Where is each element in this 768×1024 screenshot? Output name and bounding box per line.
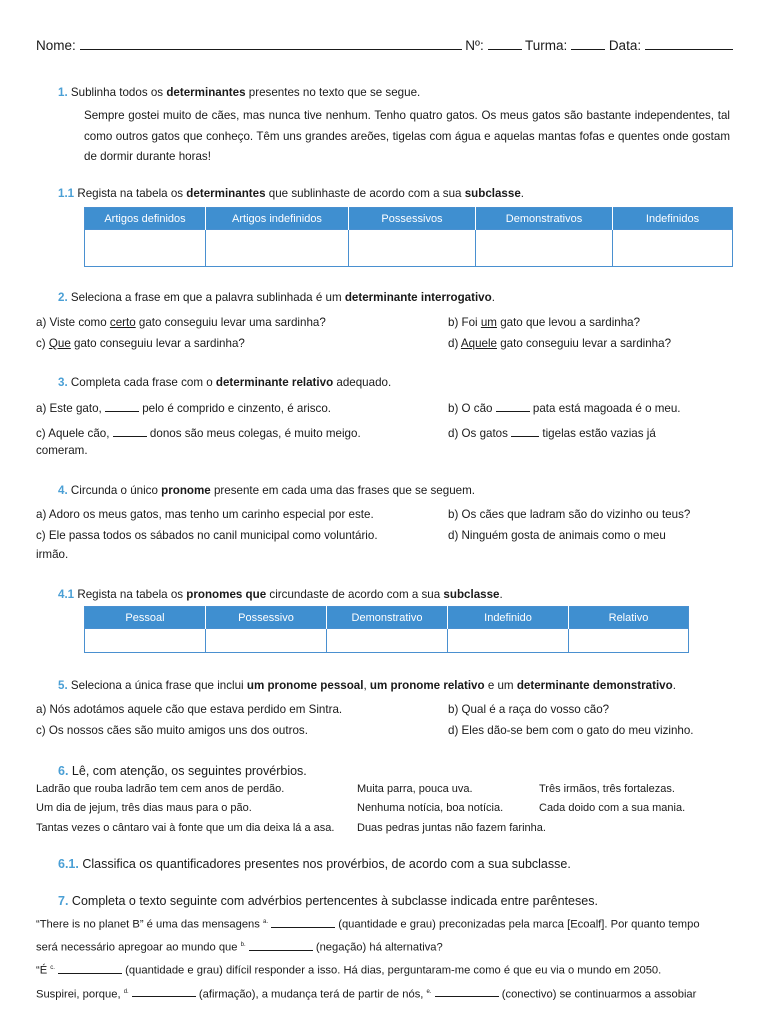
option-5c[interactable]: c) Os nossos cães são muito amigos uns dos outros. <box>36 724 308 737</box>
question-text: Seleciona a única frase que inclui <box>70 679 247 692</box>
proverb: Tantas vezes o cântaro vai à fonte que um dia deixa lá a asa. <box>36 822 335 834</box>
question-2 <box>58 291 495 304</box>
question-1-paragraph: Sempre gostei muito de cães, mas nunca tive nenhum. Tenho quatro gatos. Os meus gatos são bastante independentes, tal como outros gatos que conheço. Têm uns grandes areões, tigelas com água e aquelas mantas fofas e quentes onde gostam de dormir durante horas! <box>84 109 730 163</box>
blank-marker: c. <box>50 965 55 972</box>
table-cell[interactable] <box>448 629 569 653</box>
underlined-word: um <box>480 316 497 329</box>
answer-blank[interactable] <box>496 400 530 412</box>
proverb: Muita parra, pouca uva. <box>357 783 473 795</box>
question-number: 6. <box>58 764 69 778</box>
blank-marker: d. <box>123 988 129 995</box>
table-cell[interactable] <box>206 230 349 267</box>
underlined-word: certo <box>109 316 136 329</box>
option-text: d) <box>448 337 461 350</box>
table-cell[interactable] <box>613 230 733 267</box>
table-cell[interactable] <box>85 629 206 653</box>
option-3c <box>36 425 361 440</box>
question-6 <box>58 764 307 778</box>
question-text: presentes no texto que se segue. <box>245 86 421 99</box>
table-cell[interactable] <box>569 629 689 653</box>
question-number: 5. <box>58 679 68 692</box>
option-2c[interactable] <box>36 337 245 350</box>
text-line <box>36 935 730 958</box>
numero-field[interactable] <box>488 38 522 50</box>
question-text: Circunda o único <box>70 484 162 497</box>
question-keyword: pronome <box>161 484 211 497</box>
text-line <box>36 958 730 981</box>
option-text: a) Este gato, <box>36 402 105 415</box>
question-number: 3. <box>58 376 68 389</box>
option-text: donos são meus colegas, é muito meigo. <box>146 427 361 440</box>
text-line <box>36 912 730 935</box>
underlined-word: Que <box>48 337 71 350</box>
answer-blank[interactable] <box>113 425 147 437</box>
text-segment: Suspirei, porque, <box>36 988 124 1001</box>
option-text: pelo é comprido e cinzento, é arisco. <box>138 402 332 415</box>
text-segment: (negação) há alternativa? <box>312 941 443 954</box>
question-number: 6.1. <box>58 857 79 871</box>
question-text: Classifica os quantificadores presentes nos provérbios, de acordo com a sua subclasse. <box>82 857 571 871</box>
option-3b <box>448 400 681 415</box>
text-line <box>36 982 730 1005</box>
question-text: Completa cada frase com o <box>70 376 216 389</box>
option-3a <box>36 400 331 415</box>
question-3 <box>58 376 391 389</box>
question-6-1 <box>58 857 571 871</box>
question-text: circundaste de acordo com a sua <box>266 588 444 601</box>
question-1 <box>58 86 420 99</box>
question-number: 4.1 <box>58 588 75 601</box>
student-header <box>36 38 733 53</box>
text-segment: (quantidade e grau) difícil responder a isso. Há dias, perguntaram-me como é que eu via o mundo em 2050. <box>122 965 662 978</box>
question-text: adequado. <box>333 376 392 389</box>
option-text: gato que levou a sardinha? <box>496 316 641 329</box>
question-text: . <box>499 588 503 601</box>
question-text: . <box>672 679 676 692</box>
question-keyword: determinantes <box>186 187 266 200</box>
option-5b[interactable]: b) Qual é a raça do vosso cão? <box>448 703 610 716</box>
option-text: b) Foi <box>448 316 481 329</box>
question-text: Seleciona a frase em que a palavra sublinhada é um <box>70 291 345 304</box>
proverb: Duas pedras juntas não fazem farinha. <box>357 822 546 834</box>
option-text: pata está magoada é o meu. <box>529 402 681 415</box>
option-text: tigelas estão vazias já <box>539 427 656 440</box>
option-text: c) Aquele cão, <box>36 427 113 440</box>
text-segment: (conectivo) se continuarmos a assobiar <box>498 988 697 1001</box>
question-text: Lê, com atenção, os seguintes provérbios. <box>71 764 307 778</box>
table-cell[interactable] <box>476 230 613 267</box>
proverb: Um dia de jejum, três dias maus para o pão. <box>36 802 252 814</box>
underlined-word: Aquele <box>460 337 497 350</box>
table-header: Indefinido <box>448 607 569 629</box>
option-text: gato conseguiu levar a sardinha? <box>497 337 672 350</box>
question-1-1 <box>58 187 524 200</box>
proverb: Três irmãos, três fortalezas. <box>539 783 675 795</box>
table-header: Possessivo <box>206 607 327 629</box>
table-cell[interactable] <box>85 230 206 267</box>
blank-marker: b. <box>240 942 246 949</box>
question-keyword: determinante interrogativo <box>344 291 492 304</box>
table-header: Pessoal <box>85 607 206 629</box>
proverb: Nenhuma notícia, boa notícia. <box>357 802 504 814</box>
option-5a[interactable]: a) Nós adotámos aquele cão que estava perdido em Sintra. <box>36 703 343 716</box>
question-number: 1.1 <box>58 187 75 200</box>
option-3d-continued: comeram. <box>36 444 88 457</box>
option-text: gato conseguiu levar a sardinha? <box>70 337 245 350</box>
table-cell[interactable] <box>206 629 327 653</box>
data-field[interactable] <box>645 38 733 50</box>
question-text: Regista na tabela os <box>77 187 187 200</box>
option-4c: c) Ele passa todos os sábados no canil municipal como voluntário. <box>36 529 378 542</box>
question-4 <box>58 484 475 497</box>
table-header: Indefinidos <box>613 208 733 230</box>
text-segment: “É <box>36 965 51 978</box>
question-number: 1. <box>58 86 68 99</box>
question-text: . <box>491 291 495 304</box>
option-4d: d) Ninguém gosta de animais como o meu <box>448 529 666 542</box>
option-2a[interactable] <box>36 316 326 329</box>
answer-blank[interactable] <box>58 962 122 974</box>
question-keyword: determinante demonstrativo <box>516 679 673 692</box>
question-text: Sublinha todos os <box>70 86 167 99</box>
blank-marker: a. <box>262 919 268 925</box>
proverb: Ladrão que rouba ladrão tem cem anos de perdão. <box>36 783 285 795</box>
question-text: Regista na tabela os <box>77 588 187 601</box>
option-5d[interactable]: d) Eles dão-se bem com o gato do meu vizinho. <box>448 724 694 737</box>
question-number: 4. <box>58 484 68 497</box>
question-text: . <box>520 187 525 200</box>
table-header: Demonstrativos <box>476 208 613 230</box>
question-number: 2. <box>58 291 68 304</box>
text-segment: (afirmação), a mudança terá de partir de nós, <box>195 988 427 1001</box>
option-text: d) Os gatos <box>448 427 512 440</box>
question-4-1 <box>58 588 503 601</box>
nome-field[interactable] <box>80 38 462 50</box>
question-keyword: um pronome pessoal <box>246 679 364 692</box>
question-number: 7. <box>58 894 69 908</box>
text-segment: será necessário apregoar ao mundo que <box>36 941 241 954</box>
question-5 <box>58 679 676 692</box>
table-cell[interactable] <box>349 230 476 267</box>
question-text: e um <box>484 679 517 692</box>
determinantes-table <box>84 207 733 267</box>
turma-label: Turma: <box>525 38 568 53</box>
question-7-text <box>36 912 730 1005</box>
nome-label: Nome: <box>36 38 76 53</box>
question-keyword: determinantes <box>166 86 246 99</box>
blank-marker: e. <box>426 988 432 995</box>
table-header: Relativo <box>569 607 689 629</box>
question-7 <box>58 894 598 908</box>
question-text: Completa o texto seguinte com advérbios pertencentes à subclasse indicada entre parênteses. <box>71 894 598 908</box>
question-text: presente em cada uma das frases que se seguem. <box>210 484 475 497</box>
answer-blank[interactable] <box>435 985 499 997</box>
table-header: Artigos indefinidos <box>206 208 349 230</box>
answer-blank[interactable] <box>511 425 539 437</box>
table-header: Demonstrativo <box>327 607 448 629</box>
question-keyword: subclasse <box>464 187 521 200</box>
answer-blank[interactable] <box>271 916 335 928</box>
option-2d[interactable] <box>448 337 671 350</box>
table-header: Possessivos <box>349 208 476 230</box>
text-segment: (quantidade e grau) preconizadas pela marca [Ecoalf]. Por quanto tempo <box>335 918 700 931</box>
question-text: que sublinhaste de acordo com a sua <box>265 187 465 200</box>
option-text: b) O cão <box>448 402 496 415</box>
option-2b[interactable] <box>448 316 640 329</box>
pronomes-table <box>84 606 689 653</box>
question-keyword: pronomes que <box>186 588 267 601</box>
option-4a: a) Adoro os meus gatos, mas tenho um carinho especial por este. <box>36 508 374 521</box>
table-header: Artigos definidos <box>85 208 206 230</box>
text-segment: “There is no planet B” é uma das mensagens <box>36 918 263 931</box>
question-keyword: um pronome relativo <box>369 679 485 692</box>
table-cell[interactable] <box>327 629 448 653</box>
question-keyword: determinante relativo <box>215 376 334 389</box>
data-label: Data: <box>608 38 642 53</box>
question-keyword: subclasse <box>443 588 500 601</box>
option-text: a) Viste como <box>36 316 110 329</box>
numero-label: Nº: <box>465 38 484 53</box>
option-4d-continued: irmão. <box>36 548 69 561</box>
turma-field[interactable] <box>571 38 605 50</box>
answer-blank[interactable] <box>249 939 313 951</box>
question-text: , <box>363 679 370 692</box>
option-4b: b) Os cães que ladram são do vizinho ou teus? <box>448 508 691 521</box>
option-3d <box>448 425 656 440</box>
proverb: Cada doido com a sua mania. <box>539 802 686 814</box>
answer-blank[interactable] <box>105 400 139 412</box>
option-text: c) <box>36 337 49 350</box>
option-text: gato conseguiu levar uma sardinha? <box>135 316 326 329</box>
answer-blank[interactable] <box>132 985 196 997</box>
